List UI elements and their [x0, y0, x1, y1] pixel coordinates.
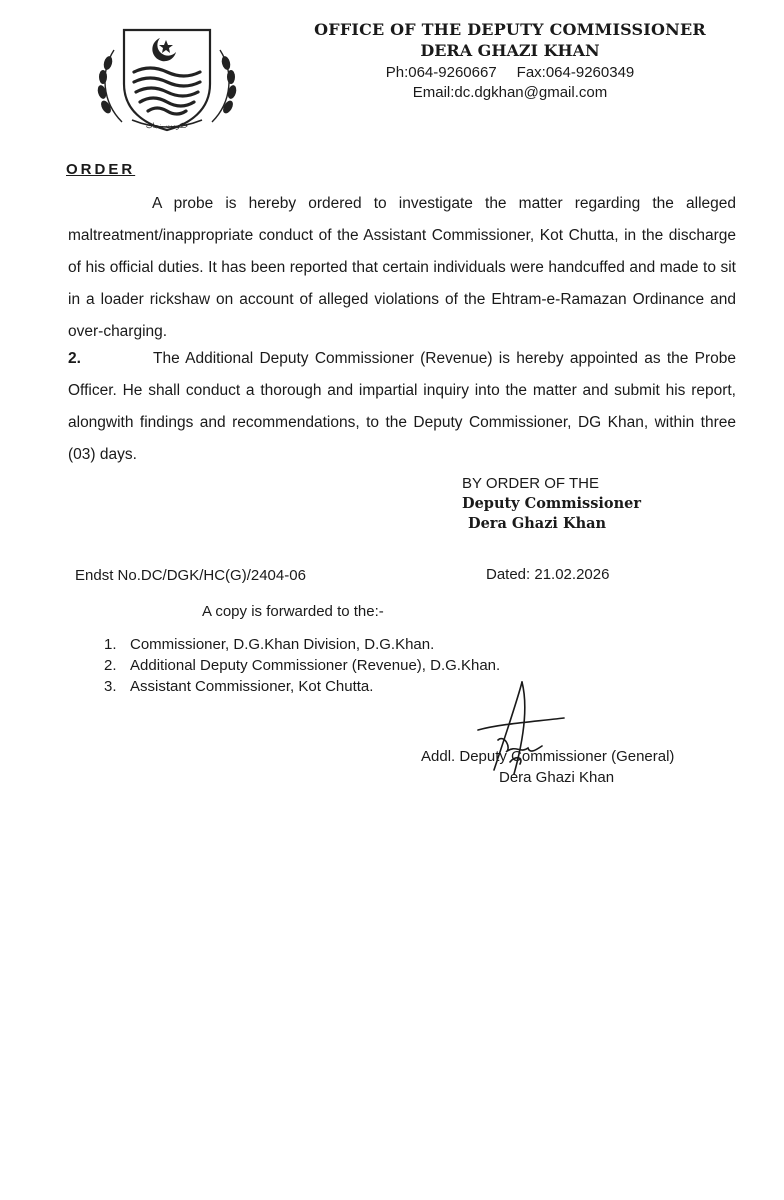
government-emblem	[92, 22, 242, 134]
list-item-number: 3.	[104, 678, 117, 695]
fax-number: Fax:064-9260349	[516, 64, 635, 81]
letterhead	[300, 20, 720, 101]
emblem-caption: حکومت پنجاب	[146, 122, 188, 130]
paragraph-2	[68, 343, 736, 471]
endorsement-number: Endst No.DC/DGK/HC(G)/2404-06	[75, 567, 306, 584]
list-item-text: Commissioner, D.G.Khan Division, D.G.Khan.	[130, 636, 435, 653]
list-item	[104, 676, 500, 697]
by-order-designation: Deputy Commissioner	[462, 495, 641, 512]
district-title: DERA GHAZI KHAN	[420, 41, 600, 60]
list-item-text: Assistant Commissioner, Kot Chutta.	[130, 678, 374, 695]
date-label: Dated: 21.02.2026	[486, 566, 610, 583]
paragraph-2-text: The Additional Deputy Commissioner (Revenue) is hereby appointed as the Probe Officer. He shall conduct a thorough and impartial inquiry into the matter and submit his report, alongwith findings and recommendations, to the Deputy Commissioner, DG Khan, within three (03) days.	[68, 350, 736, 463]
email-address: Email:dc.dgkhan@gmail.com	[412, 84, 608, 101]
copy-recipient-list	[104, 634, 500, 697]
office-title: OFFICE OF THE DEPUTY COMMISSIONER	[314, 20, 706, 39]
copy-forwarded-intro: A copy is forwarded to the:-	[202, 603, 384, 620]
by-order-district: Dera Ghazi Khan	[468, 515, 607, 532]
list-item-number: 1.	[104, 636, 117, 653]
phone-number: Ph:064-9260667	[385, 64, 497, 81]
list-item	[104, 634, 500, 655]
order-heading: ORDER	[66, 161, 136, 178]
paragraph-number: 2.	[68, 350, 81, 367]
list-item-text: Additional Deputy Commissioner (Revenue), D.G.Khan.	[130, 657, 501, 674]
list-item	[104, 655, 500, 676]
signatory-block	[421, 746, 674, 788]
by-order-block	[462, 474, 641, 534]
paragraph-1	[68, 188, 736, 348]
by-order-line: BY ORDER OF THE	[462, 475, 599, 492]
punjab-emblem-icon	[92, 22, 242, 134]
signatory-district: Dera Ghazi Khan	[499, 769, 615, 786]
signatory-designation: Addl. Deputy Commissioner (General)	[421, 748, 675, 765]
contact-line	[300, 64, 720, 81]
paragraph-1-text: A probe is hereby ordered to investigate the matter regarding the alleged maltreatment/inappropriate conduct of the Assistant Commissioner, Kot Chutta, in the discharge of his official duties. It has been reported that certain individuals were handcuffed and made to sit in a loader rickshaw on account of alleged violations of the Ehtram-e-Ramazan Ordinance and over-charging.	[68, 195, 736, 340]
list-item-number: 2.	[104, 657, 117, 674]
